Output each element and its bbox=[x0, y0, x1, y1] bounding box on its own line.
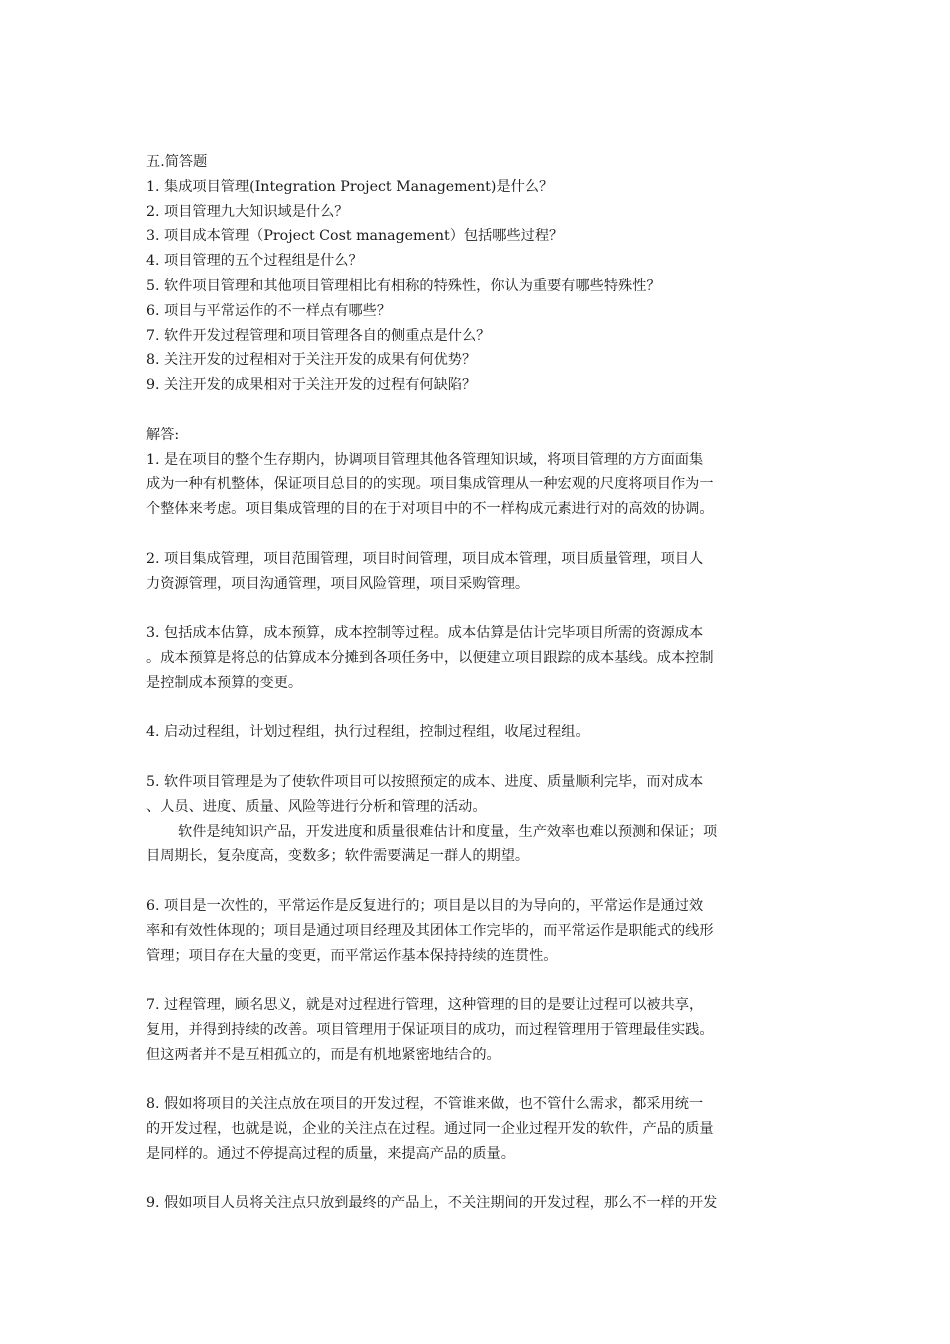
answer-line: 3. 包括成本估算，成本预算，成本控制等过程。成本估算是估计完毕项目所需的资源成本 bbox=[146, 625, 704, 642]
answer-line: 是同样的。通过不停提高过程的质量，来提高产品的质量。 bbox=[146, 1145, 515, 1162]
answers-title: 解答: bbox=[146, 426, 180, 443]
section-title: 五.简答题 bbox=[146, 154, 208, 170]
question-item: 8. 关注开发的过程相对于关注开发的成果有何优势？ bbox=[146, 352, 477, 369]
spacer bbox=[146, 869, 786, 894]
answer-line: 但这两者并不是互相孤立的，而是有机地紧密地结合的。 bbox=[146, 1046, 501, 1063]
spacer bbox=[146, 968, 786, 993]
answer-line: 、人员、进度、质量、风险等进行分析和管理的活动。 bbox=[146, 798, 487, 815]
answer-line: 成为一种有机整体，保证项目总目的的实现。项目集成管理从一种宏观的尺度将项目作为一 bbox=[146, 476, 714, 493]
answer-line: 目周期长，复杂度高，变数多；软件需要满足一群人的期望。 bbox=[146, 848, 530, 865]
question-item: 9. 关注开发的成果相对于关注开发的过程有何缺陷？ bbox=[146, 377, 477, 394]
answer-3 bbox=[146, 621, 786, 695]
answer-line: 力资源管理，项目沟通管理，项目风险管理，项目采购管理。 bbox=[146, 575, 530, 592]
question-item: 2. 项目管理九大知识域是什么？ bbox=[146, 203, 349, 220]
answer-line: 6. 项目是一次性的，平常运作是反复进行的；项目是以目的为导向的，平常运作是通过效 bbox=[146, 897, 704, 914]
question-list bbox=[146, 175, 786, 398]
answer-8 bbox=[146, 1092, 786, 1166]
answer-5 bbox=[146, 770, 786, 869]
answer-line: 个整体来考虑。项目集成管理的目的在于对项目中的不一样构成元素进行对的高效的协调。 bbox=[146, 501, 714, 518]
question-item: 1. 集成项目管理(Integration Project Management)是什么？ bbox=[146, 178, 554, 195]
spacer bbox=[146, 1167, 786, 1192]
answer-line: 。成本预算是将总的估算成本分摊到各项任务中，以便建立项目跟踪的成本基线。成本控制 bbox=[146, 649, 714, 666]
spacer bbox=[146, 1067, 786, 1092]
answer-1 bbox=[146, 448, 786, 522]
answer-line: 1. 是在项目的整个生存期内，协调项目管理其他各管理知识域，将项目管理的方方面面集 bbox=[146, 451, 704, 468]
answer-7 bbox=[146, 993, 786, 1067]
answer-line: 8. 假如将项目的关注点放在项目的开发过程，不管谁来做，也不管什么需求，都采用统一 bbox=[146, 1096, 704, 1113]
question-item: 3. 项目成本管理（Project Cost management）包括哪些过程？ bbox=[146, 228, 564, 245]
answer-4 bbox=[146, 720, 786, 745]
answer-line: 9. 假如项目人员将关注点只放到最终的产品上，不关注期间的开发过程，那么不一样的开发 bbox=[146, 1195, 718, 1212]
spacer bbox=[146, 596, 786, 621]
answer-9 bbox=[146, 1191, 786, 1216]
answer-line: 7. 过程管理，顾名思义，就是对过程进行管理，这种管理的目的是要让过程可以被共享， bbox=[146, 997, 704, 1014]
answer-line: 率和有效性体现的；项目是通过项目经理及其团体工作完毕的，而平常运作是职能式的线形 bbox=[146, 922, 714, 939]
spacer bbox=[146, 745, 786, 770]
question-item: 5. 软件项目管理和其他项目管理相比有相称的特殊性，你认为重要有哪些特殊性？ bbox=[146, 277, 661, 294]
answer-line: 5. 软件项目管理是为了使软件项目可以按照预定的成本、进度、质量顺利完毕，而对成本 bbox=[146, 773, 704, 790]
answer-line-indented: 软件是纯知识产品，开发进度和质量很难估计和度量，生产效率也难以预测和保证；项 bbox=[178, 823, 718, 840]
spacer bbox=[146, 522, 786, 547]
answer-line: 复用，并得到持续的改善。项目管理用于保证项目的成功，而过程管理用于管理最佳实践。 bbox=[146, 1021, 714, 1038]
answer-line: 是控制成本预算的变更。 bbox=[146, 674, 303, 691]
document-page bbox=[146, 150, 786, 1216]
answer-2 bbox=[146, 547, 786, 597]
question-item: 4. 项目管理的五个过程组是什么？ bbox=[146, 253, 363, 270]
question-item: 6. 项目与平常运作的不一样点有哪些？ bbox=[146, 302, 392, 319]
answer-line: 的开发过程，也就是说，企业的关注点在过程。通过同一企业过程开发的软件，产品的质量 bbox=[146, 1121, 714, 1138]
question-item: 7. 软件开发过程管理和项目管理各自的侧重点是什么？ bbox=[146, 327, 491, 344]
answer-line: 4. 启动过程组，计划过程组，执行过程组，控制过程组，收尾过程组。 bbox=[146, 724, 590, 741]
answer-6 bbox=[146, 894, 786, 968]
spacer bbox=[146, 398, 786, 423]
answer-line: 2. 项目集成管理，项目范围管理，项目时间管理，项目成本管理，项目质量管理，项目人 bbox=[146, 550, 704, 567]
answer-line: 管理；项目存在大量的变更，而平常运作基本保持持续的连贯性。 bbox=[146, 947, 558, 964]
spacer bbox=[146, 696, 786, 721]
